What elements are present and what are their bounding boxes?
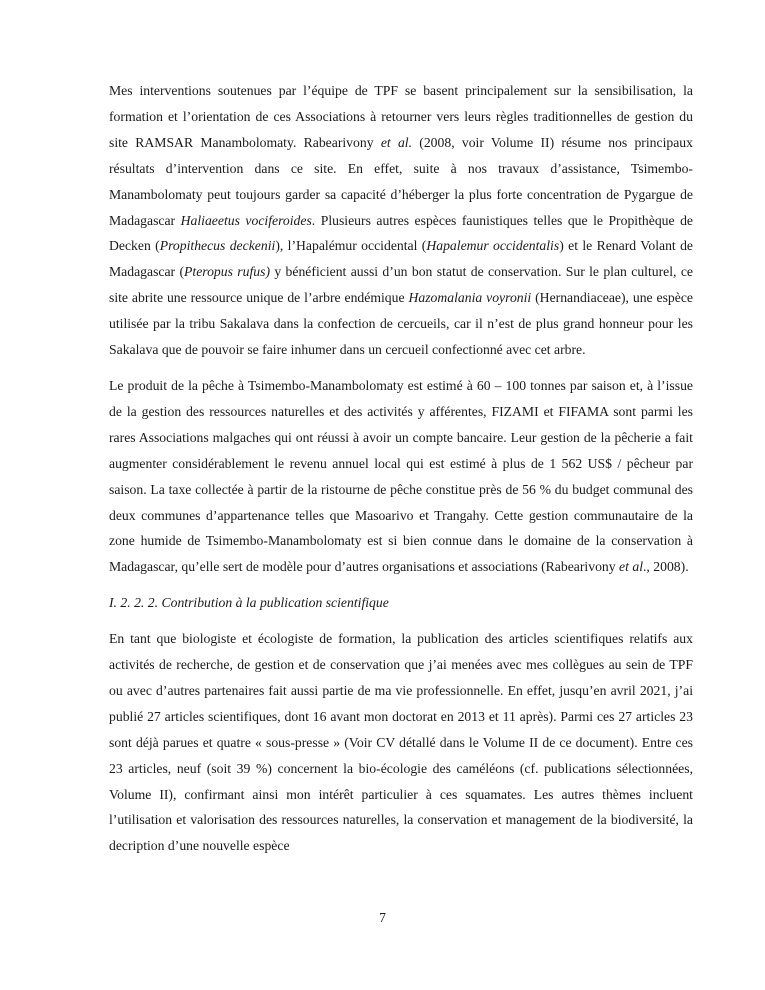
text-run: . Plusieurs autres espèces faunistiques telles que le Propithèque de Decken (	[109, 212, 693, 254]
italic-et-al: et al.	[380, 134, 413, 150]
section-heading: I. 2. 2. 2. Contribution à la publication scientifique	[109, 595, 389, 611]
paragraph-peche	[109, 373, 693, 580]
page-number: 7	[379, 910, 386, 925]
text-run: Le produit de la pêche à Tsimembo-Manambolomaty est estimé à 60 – 100 tonnes par saison et, à l’issue de la gestion des ressources naturelles et des activités y afférentes, FIZAMI et FIFAMA sont parmi les rares Associations malgaches qui ont réussi à avoir un compte bancaire. Leur gestion de la pêcherie a fait augmenter considérablement le revenu annuel local qui est estimé à plus de 1 562 US$ / pêcheur par saison. La taxe collectée à partir de la ristourne de pêche constitue près de 56 % du budget communal des deux communes d’appartenance telles que Masoarivo et Trangahy. Cette gestion communautaire de la zone humide de Tsimembo-Manambolomaty est si bien connue dans le domaine de la conservation à Madagascar, qu’elle sert de modèle pour d’autres organisations et associations (Rabearivony	[109, 377, 693, 575]
species-name-propithecus: Propithecus deckenii	[159, 238, 276, 254]
species-name-hapalemur: Hapalemur occidentalis	[426, 238, 560, 254]
species-name-pteropus: Pteropus rufus)	[184, 264, 270, 280]
paragraph-interventions	[109, 78, 693, 363]
text-run: (2008, voir Volume II) résume nos principaux résultats d’intervention dans ce site. En effet, suite à nos travaux d’assistance, Tsimembo-Manambolomaty peut toujours garder sa capacité d’héberger la plus forte concentration de Pygargue de Madagascar	[109, 134, 693, 228]
text-run: y bénéficient aussi d’un bon statut de conservation. Sur le plan culturel, ce site abrite une ressource unique de l’arbre endémique	[109, 264, 693, 306]
document-body	[109, 78, 693, 869]
species-name-hazomalania: Hazomalania voyronii	[408, 290, 532, 306]
text-run: ., 2008).	[643, 559, 689, 575]
text-run: ) et le Renard Volant de Madagascar (	[109, 238, 693, 280]
paragraph-publication	[109, 626, 693, 859]
text-run: (Hernandiaceae), une espèce utilisée par la tribu Sakalava dans la confection de cercueils, car il n’est de plus grand honneur pour les Sakalava que de pouvoir se faire inhumer dans un cercueil confectionné avec cet arbre.	[109, 290, 693, 358]
species-name-haliaeetus: Haliaeetus vociferoides	[180, 212, 312, 228]
italic-et-al: et al	[619, 559, 643, 575]
text-run: Mes interventions soutenues par l’équipe de TPF se basent principalement sur la sensibilisation, la formation et l’orientation de ces Associations à retourner vers leurs règles traditionnelles de gestion du site RAMSAR Manambolomaty. Rabearivony	[109, 83, 693, 150]
text-run: ), l’Hapalémur occidental (	[275, 238, 427, 254]
text-run: En tant que biologiste et écologiste de formation, la publication des articles scientifiques relatifs aux activités de recherche, de gestion et de conservation que j’ai menées avec mes collègues au sein de TPF ou avec d’autres partenaires fait aussi partie de ma vie professionnelle. En effet, jusqu’en avril 2021, j’ai publié 27 articles scientifiques, dont 16 avant mon doctorat en 2013 et 11 après). Parmi ces 27 articles 23 sont déjà parues et quatre « sous-presse » (Voir CV détallé dans le Volume II de ce document). Entre ces 23 articles, neuf (soit 39 %) concernent la bio-écologie des caméléons (cf. publications sélectionnées, Volume II), confirmant ainsi mon intérêt particulier à ces squamates. Les autres thèmes incluent l’utilisation et valorisation des ressources naturelles, la conservation et management de la biodiversité, la decription d’une nouvelle espèce	[109, 631, 693, 854]
